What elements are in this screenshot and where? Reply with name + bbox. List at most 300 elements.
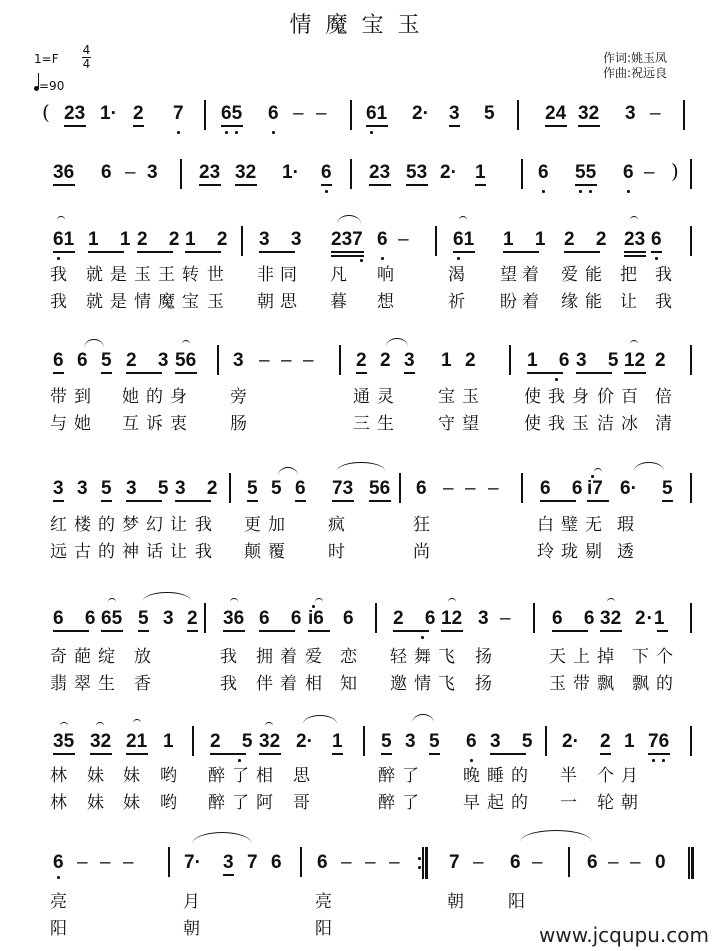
note: 2·1 — [635, 608, 666, 629]
lyric: 我 — [548, 414, 565, 434]
lyric: 清 — [655, 414, 672, 434]
lyric: 远 — [50, 542, 67, 562]
note: 61 — [366, 103, 388, 124]
lyric: 祈 — [448, 292, 465, 312]
tie — [60, 722, 68, 726]
note: 23 — [369, 162, 391, 183]
lyric: 她 — [122, 387, 139, 407]
lyric: 使 — [524, 387, 541, 407]
lyric: 是 — [110, 292, 127, 312]
note: 5 — [662, 478, 673, 499]
note: 5 — [101, 350, 112, 371]
lyric: 同 — [280, 265, 297, 285]
note: 3 5 — [576, 350, 627, 371]
lyric: 生 — [377, 414, 394, 434]
lyric: 了 — [232, 766, 249, 786]
tie — [315, 598, 323, 602]
lyric: 阳 — [315, 919, 332, 939]
note: 2 5 — [210, 731, 261, 752]
note: 5 — [429, 731, 440, 752]
lyric: 狂 — [413, 515, 430, 535]
lyric: 我 — [655, 292, 672, 312]
note: 5 — [381, 731, 392, 752]
barline — [509, 345, 511, 375]
note: 6· — [620, 478, 637, 499]
lyric: 尚 — [413, 542, 430, 562]
lyric: 朝 — [621, 793, 638, 813]
lyric: 翡 — [50, 674, 67, 694]
note: 36 — [53, 162, 75, 183]
barline — [204, 603, 206, 633]
note: 1· — [282, 162, 299, 183]
lyric: 邀 — [390, 674, 407, 694]
lyric: 三 — [353, 414, 370, 434]
lyric: 使 — [524, 414, 541, 434]
lyric: 灵 — [377, 387, 394, 407]
lyric: 我 — [220, 647, 237, 667]
lyric: 转 — [182, 265, 199, 285]
lyric: 香 — [134, 674, 151, 694]
lyric: 晚 — [463, 766, 480, 786]
dash: – — [259, 350, 270, 371]
note: 61 — [453, 229, 475, 250]
note: 1 6 — [527, 350, 578, 371]
lyric: 颠 — [244, 542, 261, 562]
dash: – — [532, 852, 543, 873]
lyric: 飘 — [632, 674, 649, 694]
lyric: 轮 — [597, 793, 614, 813]
lyric: 醉 — [208, 793, 225, 813]
note: 76 — [648, 731, 670, 752]
lyric: 亮 — [50, 892, 67, 912]
watermark: www.jcqupu.com — [539, 923, 709, 947]
lyric: 相 — [305, 674, 322, 694]
composer: 作曲:祝远良 — [602, 66, 667, 80]
lyric: 缘 — [561, 292, 578, 312]
lyric: 恋 — [340, 647, 357, 667]
note: 6 — [377, 229, 388, 250]
lyric: 思 — [293, 766, 310, 786]
lyric: 肠 — [230, 414, 247, 434]
lyric: 非 — [257, 265, 274, 285]
lyric: 朝 — [257, 292, 274, 312]
lyric: 了 — [402, 766, 419, 786]
dash: – — [125, 162, 136, 183]
lyric: 拥 — [256, 647, 273, 667]
note: 3 — [404, 350, 415, 371]
lyric: 话 — [146, 542, 163, 562]
note: 56 — [175, 350, 197, 371]
note: 6 6 — [540, 478, 591, 499]
barline — [690, 226, 692, 256]
note: 5 — [138, 608, 149, 629]
lyric: 爱 — [561, 265, 578, 285]
note: 1 1 — [88, 229, 139, 250]
lyric: 透 — [617, 542, 634, 562]
note: 7· — [184, 852, 201, 873]
lyric: 我 — [50, 265, 67, 285]
barline — [683, 100, 685, 130]
note: 3 — [147, 162, 158, 183]
lyric: 醉 — [378, 793, 395, 813]
time-signature-top: 4 — [82, 43, 91, 57]
lyric: 我 — [195, 542, 212, 562]
note: 2· — [440, 162, 457, 183]
lyric: 暮 — [330, 292, 347, 312]
dash: – — [281, 350, 292, 371]
lyric: 情 — [414, 674, 431, 694]
lyric: 一 — [560, 793, 577, 813]
note: 3 — [223, 852, 234, 873]
lyric: 玉 — [207, 292, 224, 312]
lyric: 掉 — [597, 647, 614, 667]
lyric: 着 — [280, 647, 297, 667]
note: 6 — [101, 162, 112, 183]
note: 6 — [53, 852, 64, 873]
dash: – — [123, 852, 134, 873]
tie — [230, 598, 238, 602]
note: 2 3 — [126, 350, 177, 371]
lyric: 魔 — [158, 292, 175, 312]
lyric: 的 — [98, 542, 115, 562]
barline — [690, 473, 692, 503]
lyric: 朝 — [183, 919, 200, 939]
note: 1· — [100, 103, 117, 124]
lyric: 我 — [548, 387, 565, 407]
note: 5 — [271, 478, 282, 499]
lyric: 阿 — [256, 793, 273, 813]
tie — [594, 468, 602, 472]
note: 6 — [268, 103, 279, 124]
tie — [133, 719, 141, 723]
lyric: 让 — [170, 515, 187, 535]
lyric: 互 — [122, 414, 139, 434]
lyric: 让 — [170, 542, 187, 562]
lyric: 疯 — [328, 515, 345, 535]
dash: – — [389, 852, 400, 873]
barline — [690, 345, 692, 375]
lyric: 无 — [585, 515, 602, 535]
note: 5 — [247, 478, 258, 499]
lyric: 更 — [244, 515, 261, 535]
song-title: 情魔宝玉 — [289, 13, 434, 38]
lyric: 绽 — [98, 647, 115, 667]
lyric: 情 — [134, 292, 151, 312]
note: i6 — [308, 608, 324, 629]
tie — [448, 598, 456, 602]
lyric: 知 — [340, 674, 357, 694]
note: 73 — [332, 478, 354, 499]
note: 3 — [449, 103, 460, 124]
note: 7 — [449, 852, 460, 873]
barline — [339, 345, 341, 375]
lyricist: 作词:姚玉凤 — [602, 51, 667, 65]
barline — [300, 847, 302, 877]
tie — [630, 216, 638, 220]
lyric: 轻 — [390, 647, 407, 667]
lyric: 葩 — [74, 647, 91, 667]
dash: – — [465, 478, 476, 499]
lyric: 天 — [549, 647, 566, 667]
lyric: 玉 — [134, 265, 151, 285]
lyric: 带 — [50, 387, 67, 407]
note: 32 — [235, 162, 257, 183]
dash: – — [650, 103, 661, 124]
slur — [412, 714, 434, 723]
barline — [217, 345, 219, 375]
lyric: 了 — [232, 793, 249, 813]
lyric: 林 — [50, 766, 67, 786]
note: 65 — [101, 608, 123, 629]
lyric: 价 — [597, 387, 614, 407]
note: 1 — [332, 731, 343, 752]
note: 2 — [465, 350, 476, 371]
note: 3 5 — [490, 731, 541, 752]
lyric: 诉 — [146, 414, 163, 434]
note: 23 — [199, 162, 221, 183]
lyric: 爱 — [305, 647, 322, 667]
lyric: 衷 — [170, 414, 187, 434]
note: 24 — [545, 103, 567, 124]
dash: – — [316, 103, 327, 124]
lyric: 的 — [656, 674, 673, 694]
lyric: 与 — [50, 414, 67, 434]
note: 6 — [53, 350, 64, 371]
lyric: 的 — [98, 515, 115, 535]
note: 3 — [233, 350, 244, 371]
note: 36 — [223, 608, 245, 629]
tie — [265, 722, 273, 726]
lyric: 时 — [328, 542, 345, 562]
note: 2· — [296, 731, 313, 752]
tie — [57, 216, 65, 220]
lyric: 王 — [158, 265, 175, 285]
note: 6 — [343, 608, 354, 629]
lyric: 她 — [74, 414, 91, 434]
barline — [363, 726, 365, 756]
note: 2 — [380, 350, 391, 371]
lyric: 伴 — [256, 674, 273, 694]
lyric: 想 — [377, 292, 394, 312]
lyric: 剔 — [585, 542, 602, 562]
lyric: 玉 — [462, 387, 479, 407]
lyric: 我 — [50, 292, 67, 312]
barline — [192, 726, 194, 756]
lyric: 洁 — [597, 414, 614, 434]
lyric: 生 — [98, 674, 115, 694]
lyric: 了 — [402, 793, 419, 813]
note: 6 — [295, 478, 306, 499]
note: i7 — [587, 478, 603, 499]
note: 2 — [600, 731, 611, 752]
note: 6 — [510, 852, 521, 873]
note: 3 — [53, 478, 64, 499]
lyric: 飞 — [438, 647, 455, 667]
note: 3 — [625, 103, 636, 124]
note: 1 — [441, 350, 452, 371]
tie — [108, 598, 116, 602]
lyric: 是 — [110, 265, 127, 285]
note: 12 — [624, 350, 646, 371]
lyric: 哟 — [160, 793, 177, 813]
note: 1 — [163, 731, 174, 752]
lyric: 着 — [280, 674, 297, 694]
note: 2 6 — [393, 608, 444, 629]
lyric: 神 — [122, 542, 139, 562]
dash: – — [293, 103, 304, 124]
note: 6 — [538, 162, 549, 183]
slur — [278, 467, 298, 476]
slur — [303, 715, 337, 724]
tie — [459, 216, 467, 220]
lyric: 妹 — [123, 793, 140, 813]
lyric: 我 — [195, 515, 212, 535]
lyric: 上 — [573, 647, 590, 667]
lyric: 幻 — [146, 515, 163, 535]
lyric: 就 — [86, 292, 103, 312]
barline — [168, 847, 170, 877]
lyric: 放 — [134, 647, 151, 667]
lyric: 百 — [621, 387, 638, 407]
lyric: 哟 — [160, 766, 177, 786]
key-signature: 1=F — [34, 52, 59, 66]
lyric: 楼 — [74, 515, 91, 535]
lyric: 思 — [280, 292, 297, 312]
lyric: 睡 — [487, 766, 504, 786]
note: 2· — [412, 103, 429, 124]
note: 3 — [77, 478, 88, 499]
lyric: 宝 — [438, 387, 455, 407]
time-signature-bottom: 4 — [82, 57, 91, 71]
slur — [634, 462, 664, 471]
note: 56 — [369, 478, 391, 499]
lyric: 扬 — [475, 674, 492, 694]
lyric: 覆 — [268, 542, 285, 562]
note: 35 — [53, 731, 75, 752]
lyric: 璧 — [561, 515, 578, 535]
slur — [337, 462, 385, 471]
note: 6 — [271, 852, 282, 873]
lyric: 望 — [500, 265, 517, 285]
dash: – — [341, 852, 352, 873]
dash: – — [303, 350, 314, 371]
lyric: 盼 — [500, 292, 517, 312]
lyric: 醉 — [208, 766, 225, 786]
lyric: 冰 — [621, 414, 638, 434]
note: 6 — [317, 852, 328, 873]
dash: – — [473, 852, 484, 873]
tie — [630, 340, 638, 344]
credits — [603, 51, 667, 81]
barline — [180, 159, 182, 189]
note: 1 — [624, 731, 635, 752]
barline — [568, 847, 570, 877]
note: 65 — [221, 103, 243, 124]
lyric: 白 — [537, 515, 554, 535]
lyric: 玉 — [572, 414, 589, 434]
lyric: 的 — [511, 793, 528, 813]
lyric: 早 — [463, 793, 480, 813]
lyric: 能 — [585, 292, 602, 312]
repeat-sign — [418, 847, 428, 879]
lyric: 妹 — [87, 766, 104, 786]
lyric: 飞 — [438, 674, 455, 694]
lyric: 月 — [183, 892, 200, 912]
note: 2 2 — [137, 229, 188, 250]
lyric: 醉 — [378, 766, 395, 786]
barline — [533, 603, 535, 633]
lyric: 望 — [462, 414, 479, 434]
lyric: 我 — [220, 674, 237, 694]
lyric: 半 — [560, 766, 577, 786]
dash: – — [644, 162, 655, 183]
barline — [350, 159, 352, 189]
lyric: 世 — [207, 265, 224, 285]
lyric: 红 — [50, 515, 67, 535]
lyric: 相 — [256, 766, 273, 786]
lyric: 的 — [511, 766, 528, 786]
lyric: 到 — [74, 387, 91, 407]
note: 2 — [187, 608, 198, 629]
lyric: 宝 — [182, 292, 199, 312]
lyric: 响 — [377, 265, 394, 285]
lyric: 梦 — [122, 515, 139, 535]
lyric: 凡 — [330, 265, 347, 285]
slur — [84, 339, 104, 348]
note: 21 — [126, 731, 148, 752]
note: 6 6 — [53, 608, 104, 629]
quarter-note-icon — [34, 86, 39, 91]
lyric: 亮 — [315, 892, 332, 912]
tempo-value: =90 — [39, 79, 65, 93]
lyric: 奇 — [50, 647, 67, 667]
lyric: 珑 — [561, 542, 578, 562]
lyric: 哥 — [293, 793, 310, 813]
barline — [375, 603, 377, 633]
note: 3 2 — [175, 478, 226, 499]
note: 2· — [562, 731, 579, 752]
final-barline — [688, 847, 693, 879]
note: 3 — [163, 608, 174, 629]
note: 32 — [259, 731, 281, 752]
lyric: 玉 — [549, 674, 566, 694]
note: 5 — [484, 103, 495, 124]
note: 6 6 — [259, 608, 310, 629]
note: 6 6 — [552, 608, 603, 629]
dash: – — [630, 852, 641, 873]
barline — [350, 100, 352, 130]
note: 5 — [101, 478, 112, 499]
lyric: 加 — [268, 515, 285, 535]
lyric: 飘 — [597, 674, 614, 694]
barline — [435, 226, 437, 256]
dash: – — [100, 852, 111, 873]
lyric: 着 — [522, 292, 539, 312]
tempo-marking — [34, 79, 64, 94]
lyric: 瑕 — [617, 515, 634, 535]
lyric: 起 — [487, 793, 504, 813]
note: 6 — [321, 162, 332, 183]
note: 6 — [651, 229, 662, 250]
lyric: 玲 — [537, 542, 554, 562]
note: 7 — [247, 852, 258, 873]
dash: – — [500, 608, 511, 629]
slur — [520, 830, 592, 842]
note: 12 — [441, 608, 463, 629]
lyric: 朝 — [447, 892, 464, 912]
lyric: 翠 — [74, 674, 91, 694]
note: 32 — [600, 608, 622, 629]
